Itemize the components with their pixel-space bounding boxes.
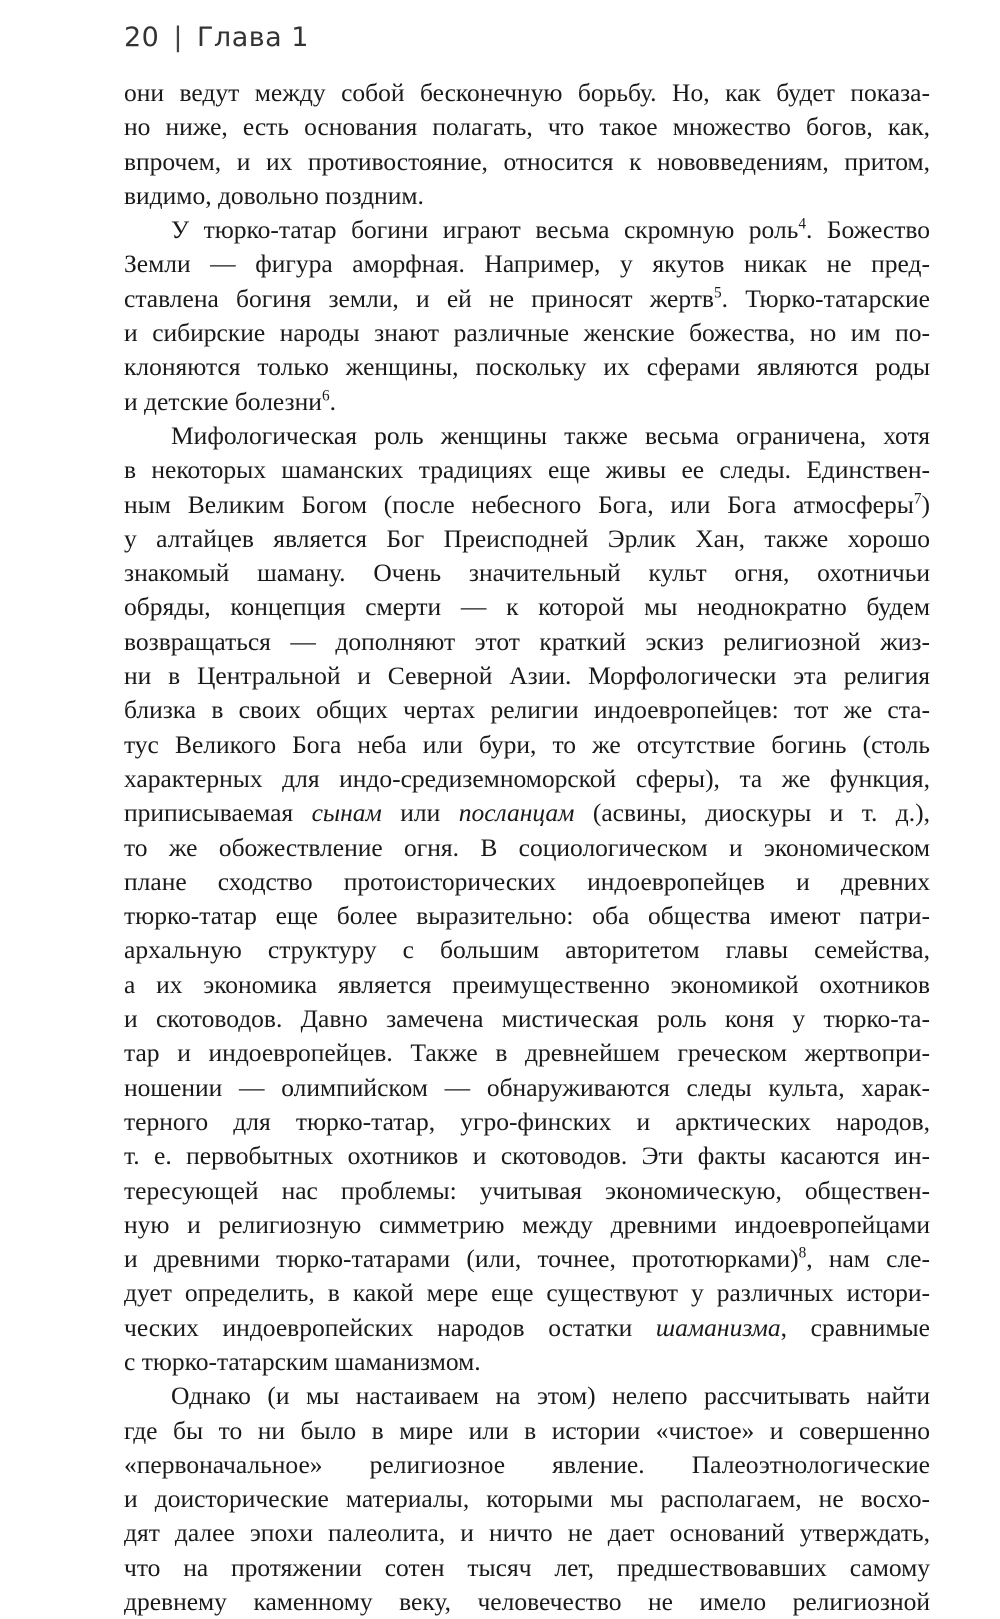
text-line: Мифологическая роль женщины также весьма ограничена, хотя: [171, 420, 930, 450]
footnote-ref: 4: [798, 215, 806, 233]
body-text: [124, 76, 930, 1619]
footnote-ref: 6: [321, 387, 330, 405]
paragraph-2: [124, 213, 930, 419]
text-line: и скотоводов. Давно замечена мистическая роль коня у тюрко-та-: [124, 1004, 930, 1034]
text-fragment: приписываемая: [124, 798, 312, 828]
text-fragment: У тюрко-татар богини играют весьма скромную роль: [171, 215, 799, 245]
footnote-ref: 5: [713, 284, 722, 302]
footnote-ref: 8: [798, 1244, 807, 1262]
paragraph-3: [124, 419, 930, 1379]
text-line: обряды, концепция смерти — к которой мы неоднократно будем: [124, 592, 930, 622]
chapter-title: Глава 1: [196, 22, 309, 53]
running-header: [124, 22, 309, 53]
text-line: то же обожествление огня. В социологическом и экономическом: [124, 832, 930, 862]
text-line: [124, 385, 930, 419]
italic-term: шаманизма: [655, 1312, 781, 1342]
text-line: [124, 213, 930, 247]
text-line: видимо, довольно поздним.: [124, 180, 424, 210]
text-line: Земли — фигура аморфная. Например, у якутов никак не пред-: [124, 249, 930, 279]
text-line: тар и индоевропейцев. Также в древнейшем греческом жертвопри-: [124, 1038, 930, 1068]
text-line: тересующей нас проблемы: учитывая экономическую, обществен-: [124, 1175, 930, 1205]
text-fragment: ным Великим Богом (после небесного Бога, или Бога атмосферы: [124, 489, 914, 519]
text-line: в некоторых шаманских традициях еще живы ее следы. Единствен-: [124, 455, 930, 485]
text-line: у алтайцев является Бог Преисподней Эрлик Хан, также хорошо: [124, 523, 930, 553]
text-line: архальную структуру с большим авторитетом главы семейства,: [124, 935, 930, 965]
text-line: терного для тюрко-татар, угро-финских и арктических народов,: [124, 1106, 930, 1136]
text-line: [124, 796, 930, 830]
text-fragment: ческих индоевропейских народов остатки: [124, 1312, 656, 1342]
text-line: а их экономика является преимущественно экономикой охотников: [124, 969, 930, 999]
text-line: близка в своих общих чертах религии индоевропейцев: тот же ста-: [124, 695, 930, 725]
text-fragment: . Божество: [805, 215, 930, 245]
footnote-ref: 7: [913, 490, 922, 508]
text-line: т. е. первобытных охотников и скотоводов. Эти факты касаются ин-: [124, 1141, 930, 1171]
text-line: и доисторические материалы, которыми мы располагаем, не восхо-: [124, 1484, 930, 1514]
text-line: [124, 282, 930, 316]
text-line: Однако (и мы настаиваем на этом) нелепо рассчитывать найти: [171, 1381, 930, 1411]
text-line: но ниже, есть основания полагать, что такое множество богов, как,: [124, 112, 930, 142]
text-line: «первоначальное» религиозное явление. Палеоэтнологические: [124, 1449, 930, 1479]
text-line: [124, 1311, 930, 1345]
text-line: знакомый шаману. Очень значительный культ огня, охотничьи: [124, 558, 930, 588]
text-line: [124, 488, 930, 522]
text-fragment: или: [381, 798, 459, 828]
text-line: характерных для индо-средиземноморской сферы), та же функция,: [124, 763, 930, 793]
text-fragment: ): [921, 489, 930, 519]
text-line: ношении — олимпийском — обнаруживаются следы культа, харак-: [124, 1072, 930, 1102]
page-number: 20: [124, 22, 160, 53]
paragraph-1: [124, 76, 930, 213]
text-line: ную и религиозную симметрию между древними индоевропейцами: [124, 1209, 930, 1239]
text-line: они ведут между собой бесконечную борьбу. Но, как будет показа-: [124, 78, 930, 107]
text-line: клоняются только женщины, поскольку их сферами являются роды: [124, 352, 930, 382]
text-line: ни в Центральной и Северной Азии. Морфологически эта религия: [124, 661, 930, 691]
text-fragment: .: [329, 386, 336, 416]
text-line: впрочем, и их противостояние, относится к нововведениям, притом,: [124, 146, 930, 176]
text-fragment: , нам сле-: [806, 1244, 930, 1274]
text-line: [124, 1242, 930, 1276]
text-line: дует определить, в какой мере еще существуют у различных истори-: [124, 1278, 930, 1308]
italic-term: сынам: [311, 798, 382, 828]
text-fragment: и детские болезни: [124, 386, 322, 416]
text-line: с тюрко-татарским шаманизмом.: [124, 1346, 481, 1376]
italic-term: посланцам: [458, 798, 575, 828]
text-line: тюрко-татар еще более выразительно: оба общества имеют патри-: [124, 901, 930, 931]
text-fragment: (асвины, диоскуры и т. д.),: [574, 798, 930, 828]
text-line: плане сходство протоисторических индоевропейцев и древних: [124, 866, 930, 896]
text-fragment: , сравнимые: [780, 1312, 930, 1342]
text-line: древнему каменному веку, человечество не имело религиозной: [124, 1587, 930, 1617]
text-line: дят далее эпохи палеолита, и ничто не дает оснований утверждать,: [124, 1518, 930, 1548]
text-fragment: . Тюрко-татарские: [721, 283, 930, 313]
text-line: где бы то ни было в мире или в истории «чистое» и совершенно: [124, 1415, 930, 1445]
header-separator: |: [173, 22, 183, 53]
text-line: возвращаться — дополняют этот краткий эскиз религиозной жиз-: [124, 626, 930, 656]
paragraph-4: [124, 1379, 930, 1619]
text-fragment: и древними тюрко-татарами (или, точнее, прототюрками): [124, 1244, 799, 1274]
text-line: что на протяжении сотен тысяч лет, предшествовавших самому: [124, 1552, 930, 1582]
text-line: и сибирские народы знают различные женские божества, но им по-: [124, 318, 930, 348]
text-line: тус Великого Бога неба или бури, то же отсутствие богинь (столь: [124, 729, 930, 759]
text-fragment: ставлена богиня земли, и ей не приносят жертв: [124, 283, 714, 313]
